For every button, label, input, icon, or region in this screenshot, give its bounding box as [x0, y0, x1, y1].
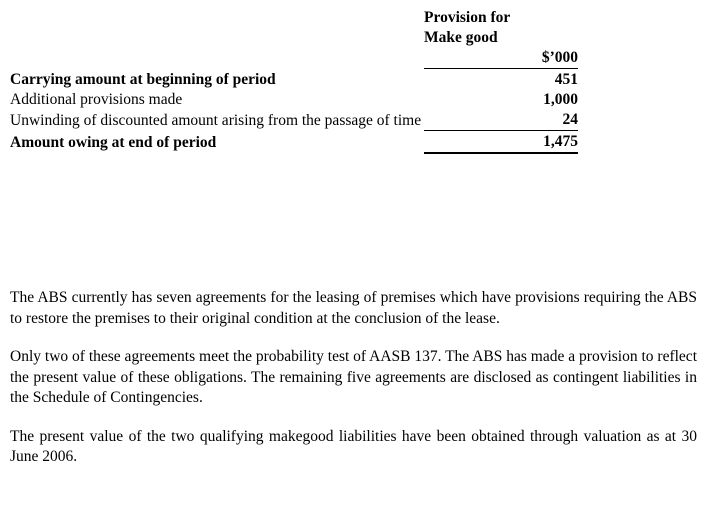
paragraph-present-value: The present value of the two qualifying makegood liabilities have been obtained through valuation as at 30 June 2006.: [10, 427, 697, 465]
row-label-additional-provisions: Additional provisions made: [10, 91, 183, 108]
table-header-row: [10, 8, 578, 48]
column-units-label: $’000: [541, 49, 578, 66]
table-row: [10, 110, 578, 131]
column-header-title: [424, 8, 578, 48]
row-label-unwinding-discount: Unwinding of discounted amount arising from the passage of time: [10, 111, 422, 129]
table-row: [10, 90, 578, 110]
table-row: [10, 70, 578, 90]
paragraph-probability-test: Only two of these agreements meet the probability test of AASB 137. The ABS has made a provision to reflect the present value of these obligations. The remaining five agreements are disclosed as contingent liabilities in the Schedule of Contingencies.: [10, 348, 697, 406]
table-units-row: [10, 48, 578, 69]
column-header-line1: Provision for: [424, 9, 511, 26]
provision-table: [10, 8, 578, 156]
rule-bottom-line: [424, 153, 578, 156]
paragraph-lease-agreements: The ABS currently has seven agreements for the leasing of premises which have provisions requiring the ABS to restore the premises to their original condition at the conclusion of the lease.: [10, 289, 697, 327]
column-header-line2: Make good: [424, 29, 498, 46]
units-spacer: [10, 48, 424, 69]
row-value-additional-provisions: 1,000: [543, 91, 578, 108]
row-value-unwinding-discount: 24: [562, 111, 578, 128]
table-row-total: [10, 132, 578, 153]
row-label-amount-owing: Amount owing at end of period: [10, 134, 217, 151]
row-value-amount-owing: 1,475: [543, 133, 578, 150]
body-text-block: [10, 288, 697, 468]
provision-table-block: [10, 8, 578, 156]
table-rule-bottom: [10, 153, 578, 156]
row-value-carrying-amount: 451: [554, 71, 578, 88]
header-spacer: [10, 8, 424, 48]
rule-bottom-spacer: [10, 153, 424, 156]
row-label-carrying-amount: Carrying amount at beginning of period: [10, 71, 276, 88]
